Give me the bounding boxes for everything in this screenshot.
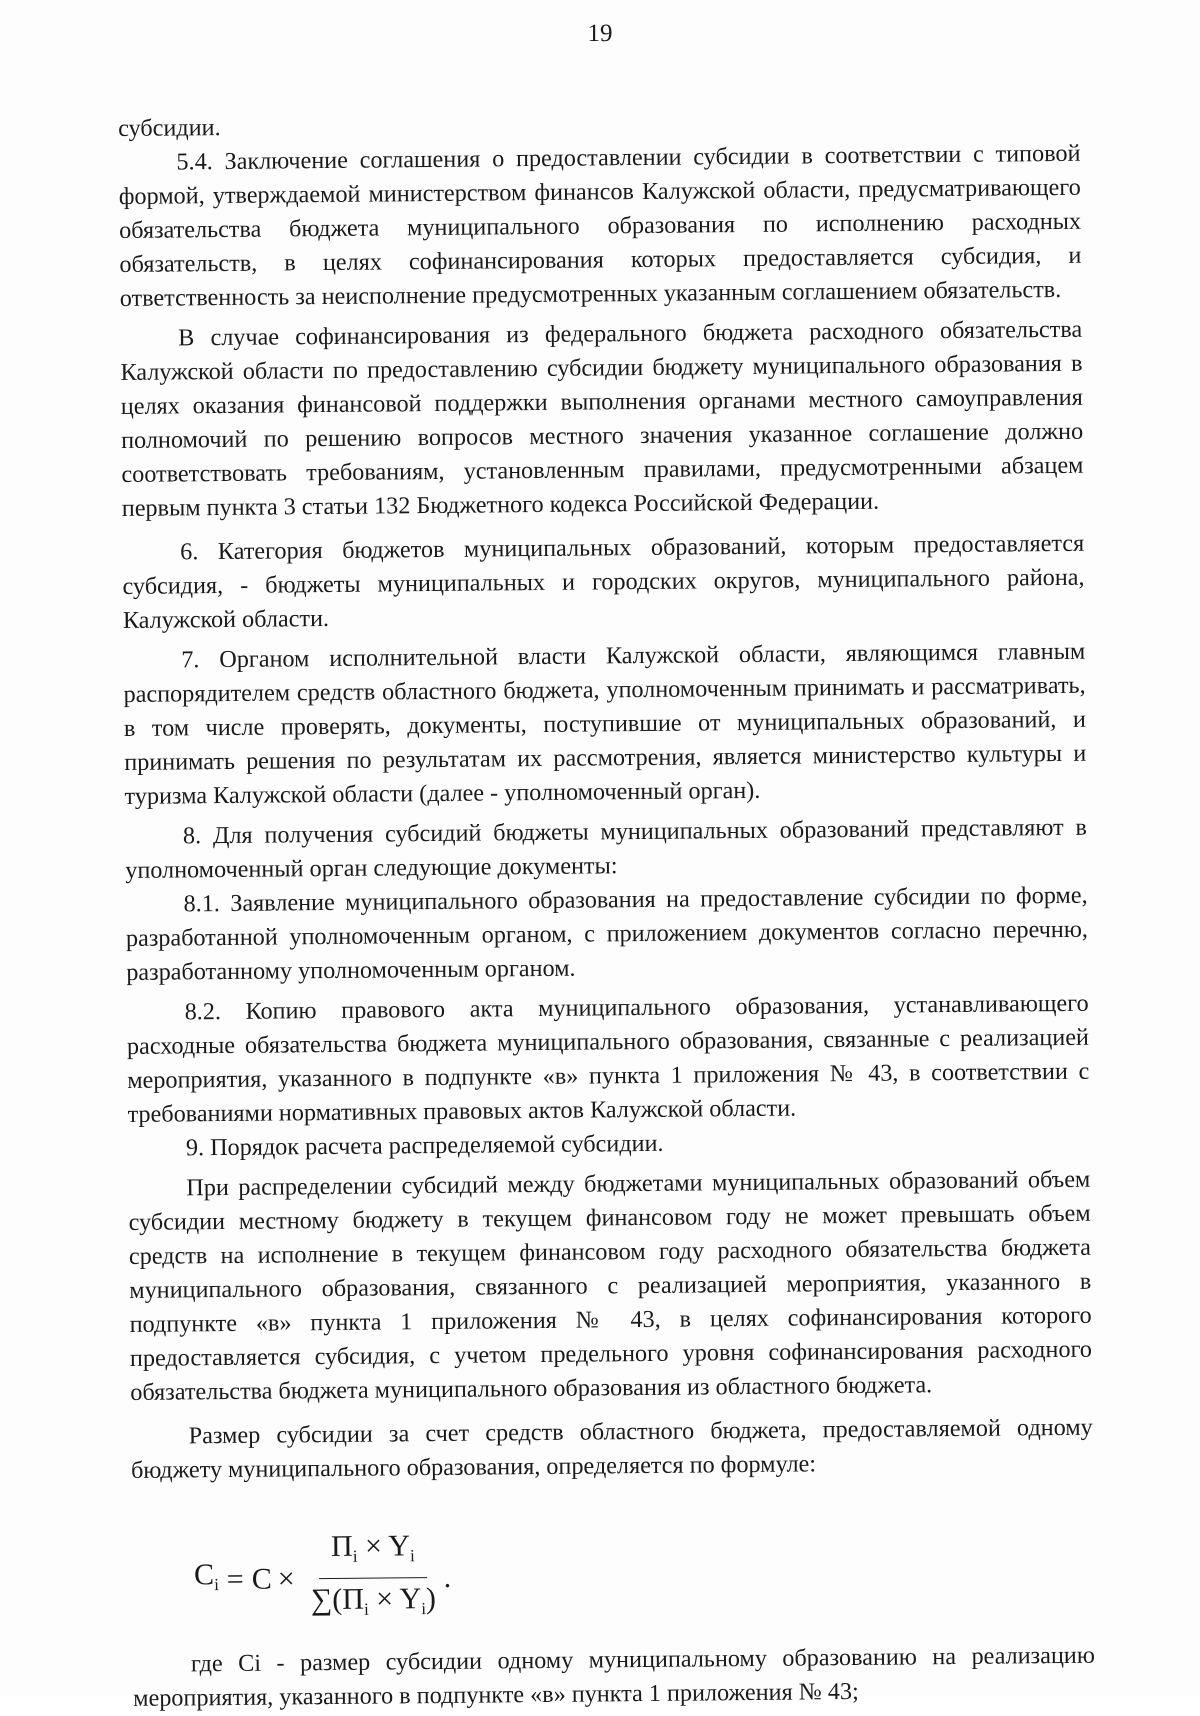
formula-expression (194, 1529, 452, 1628)
paragraph-6: 6. Категория бюджетов муниципальных образований, которым предоставляется субсидия, - бюджеты муниципальных и городских округов, муниципального района, Калужской области. (122, 529, 1085, 634)
formula-end-dot: . (443, 1560, 452, 1594)
paragraph-distribution: При распределении субсидий между бюджетами муниципальных образований объем субсидии местному бюджету в текущем финансовом году не может превышать объем средств на исполнение в текущем финансовом году расходного обязательства бюджета муниципального образования, связанного с реализацией мероприятия, указанного в подпункте «в» пункта 1 приложения № 43, в целях софинансирования которого предоставляется субсидия, с учетом предельного уровня софинансирования расходного обязательства бюджета муниципального образования из областного бюджета. (128, 1165, 1093, 1406)
paragraph-7: 7. Органом исполнительной власти Калужской области, являющимся главным распорядителем средств областного бюджета, уполномоченным принимать и рассматривать, в том числе проверять, документы, поступившие от муниципальных образований, и принимать решения по результатам их рассмотрения, является министерство культуры и туризма Калужской области (далее - уполномоченный орган). (123, 637, 1087, 810)
document-body (118, 103, 1095, 1716)
formula-numerator: $П_i \times Y_i$ (319, 1529, 427, 1579)
paragraph-8: 8. Для получения субсидий бюджеты муниципальных образований представляют в уполномоченный орган следующие документы: (125, 813, 1088, 884)
paragraph-formula-intro: Размер субсидии за счет средств областного бюджета, предоставляемой одному бюджету муниципального образования, определяется по формуле: (130, 1413, 1093, 1484)
formula-denominator: $\sum(П_i \times Y_i)$ (310, 1582, 437, 1619)
formula-times: × (277, 1561, 295, 1596)
page-number: 19 (587, 20, 613, 47)
paragraph-5-4: 5.4. Заключение соглашения о предоставлении субсидии в соответствии с типовой формой, утверждаемой министерством финансов Калужской области, предусматривающего обязательства бюджета муниципального образования по исполнению расходных обязательств, в целях софинансирования которых предоставляется субсидия, и ответственность за неисполнение предусмотренных указанным соглашением обязательств. (118, 139, 1082, 312)
paragraph-8-2: 8.2. Копию правового акта муниципального образования, устанавливающего расходные обязательства бюджета муниципального образования, связанные с реализацией мероприятия, указанного в подпункте «в» пункта 1 приложения № 43, в соответствии с требованиями нормативных правовых актов Калужской области. (126, 989, 1090, 1128)
paragraph-9: 9. Порядок расчета распределяемой субсидии. (185, 1129, 664, 1162)
paragraph-continuation: субсидии. (118, 114, 221, 142)
formula-factor: C (251, 1562, 272, 1596)
paragraph-8-1: 8.1. Заявление муниципального образования на предоставление субсидии по форме, разработанной уполномоченным органом, с приложением документов согласно перечню, разработанному уполномоченным органом. (125, 881, 1089, 986)
formula-lhs: $C_i$ (193, 1557, 219, 1594)
subsidy-formula (131, 1479, 1094, 1648)
formula-equals: = (226, 1562, 244, 1596)
paragraph-definition-ci: где Ci - размер субсидии одному муниципальному образованию на реализацию мероприятия, указанного в подпункте «в» пункта 1 приложения № 43; (133, 1641, 1095, 1712)
paragraph-cofinancing: В случае софинансирования из федерального бюджета расходного обязательства Калужской области по предоставлению субсидии бюджету муниципального образования в целях оказания финансовой поддержки выполнения органами местного самоуправления полномочий по решению вопросов местного значения указанное соглашение должно соответствовать требованиям, установленным правилами, предусмотренными абзацем первым пункта 3 статьи 132 Бюджетного кодекса Российской Федерации. (120, 315, 1084, 522)
formula-fraction (304, 1529, 442, 1627)
